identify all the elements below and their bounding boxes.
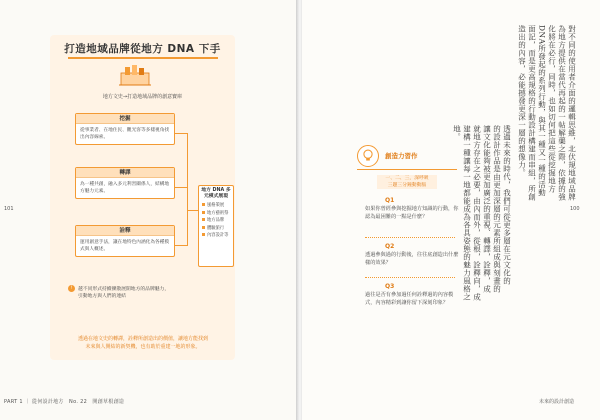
page-number: 101 <box>4 206 14 212</box>
lightbulb-icon: ! <box>68 285 75 292</box>
exercise-title: 創造力習作 <box>385 152 418 160</box>
page-number: 100 <box>570 206 580 212</box>
body-text-column: 地。 <box>452 125 462 141</box>
connector-line <box>175 133 187 134</box>
title-underline <box>68 57 218 59</box>
question-text: 透過參與過的行動後，往往底創造出什麼樣的效果？ <box>365 252 459 266</box>
question-divider <box>365 237 455 238</box>
books-icon <box>115 63 155 89</box>
question-text: 過往是否有參加過任何詮釋過的內容模式，內容精彩到讓你留下深刻印象？ <box>365 292 454 306</box>
infographic-panel <box>50 35 235 360</box>
infographic-title: 打造地域品牌從地方 DNA 下手 <box>64 43 221 55</box>
step-interpret <box>75 225 175 257</box>
step-head: 挖掘 <box>76 114 174 124</box>
infographic-note: 透過在地文史的轉譯，詮釋所創造出的價值，讓地方能找到未來與人開結的新契機，也有助於重建一地的形象。 <box>78 336 209 350</box>
step-body: 為一種共創，融入多元利害關係人，結構地方魅力元素。 <box>80 182 170 194</box>
right-page <box>302 0 600 420</box>
question-number: Q3 <box>385 283 395 290</box>
dna-mode-item: 風格策展 <box>199 202 233 210</box>
body-text-column: 建構一種讓每一地都能成為各具姿態的魅力風格之 <box>462 125 472 301</box>
creativity-exercise <box>347 145 457 355</box>
dna-mode-item: 地方藝術祭 <box>199 210 233 218</box>
summary-line: 引動地方與人們的連結 <box>78 294 126 299</box>
exercise-divider <box>357 169 457 170</box>
step-translate <box>75 167 175 199</box>
summary-line: ! 越不同形式持續擴散展開地方的品牌魅力， <box>68 285 198 293</box>
dna-mode-item: 地方品牌 <box>199 217 233 225</box>
running-footer: PART 1 ｜ 從何設計地方 No. 22 開創草根創造 <box>4 399 125 405</box>
step-head: 詮釋 <box>76 226 174 236</box>
body-text-column: 讓文化能夠被更加廣泛的重視、轉譯，詮釋，成 <box>482 125 492 293</box>
question-text: 如果你曾經參與挖掘地方知識的行動，你認為最困難的一點是什麼？ <box>365 206 459 220</box>
body-text-column: 造出的內容，必能撼發更深一層的想像力。 <box>517 25 527 177</box>
step-body: 運用創意手法，讓在地特色內涵化為各種模式與人概述。 <box>80 240 170 252</box>
connector-line <box>187 210 198 211</box>
body-text-column: 面記，而是更高規格的行動設計構建而串組，所創 <box>527 25 537 201</box>
lightbulb-icon <box>357 145 379 167</box>
exercise-subtitle: 一、二、三，深呼吸 三題三分鐘動動腦 <box>377 175 437 189</box>
body-text-column: 為地方提供在當代再起的一帖解藥之際，依據的強 <box>557 25 567 201</box>
question-divider <box>365 277 455 278</box>
body-text-column: 的設計作品是由更加深層的元素所組成與刻畫的 <box>492 125 502 293</box>
dna-mode-item: 內容設計等 <box>199 232 233 240</box>
body-text-column: 透過未來的時代，我們可從更多層在元文化的 <box>502 125 512 285</box>
body-text-column: 對不同的使用者介面的邏輯思維，北伏規地域品牌 <box>567 25 577 201</box>
dna-modes-box <box>198 185 234 267</box>
left-page <box>0 0 298 420</box>
step-head: 轉譯 <box>76 168 174 178</box>
dna-mode-item: 體驗旅行 <box>199 225 233 233</box>
connector-line <box>175 245 187 246</box>
connector-line <box>175 187 187 188</box>
dna-modes-title: 地方 DNA 多元模式展現 <box>201 188 231 199</box>
body-text-column: DNA所發起的系列行動，與其一種又一種的活動 <box>537 25 547 197</box>
step-body: 從事業者、在地住民、觀光客等多樣視角找出內容線索。 <box>80 128 170 140</box>
illustration-caption: 地方文史→打造地域品牌的創意寶庫 <box>102 94 183 100</box>
running-footer: 未來的設計創造 <box>539 399 575 405</box>
question-number: Q2 <box>385 243 395 250</box>
question-number: Q1 <box>385 197 395 204</box>
connector-line <box>187 133 188 246</box>
body-text-column: 化將在必行，同時，也如切何把這些從挖掘地方 <box>547 25 557 193</box>
body-text-column: 就地方存在之必要，由內而外，從根，詮釋向，成 <box>472 125 482 301</box>
step-dig <box>75 113 175 145</box>
